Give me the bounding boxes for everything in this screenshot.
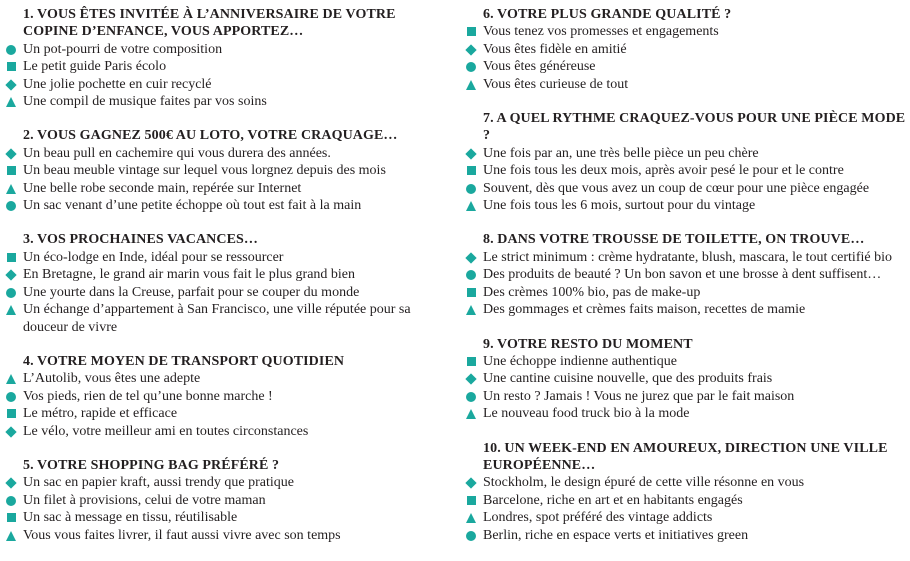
answer-text: Un beau meuble vintage sur lequel vous lorgnez depuis des mois: [23, 163, 386, 179]
question-title: 7. A QUEL RYTHME CRAQUEZ-VOUS POUR UNE PIÈCE MODE ?: [483, 111, 906, 144]
question-title: 8. DANS VOTRE TROUSSE DE TOILETTE, ON TROUVE…: [483, 232, 865, 248]
square-icon: [467, 496, 476, 505]
answer-option: [466, 41, 906, 58]
right-column: [466, 6, 906, 561]
answer-option: [466, 388, 906, 405]
answer-option: [6, 93, 446, 110]
answer-text: En Bretagne, le grand air marin vous fait le plus grand bien: [23, 267, 356, 283]
triangle-icon: [466, 513, 476, 523]
answer-option: [6, 388, 446, 405]
answer-text: Un sac venant d’une petite échoppe où tout est fait à la main: [23, 198, 362, 214]
answer-text: Vous tenez vos promesses et engagements: [483, 24, 719, 40]
question-title: 1. VOUS ÊTES INVITÉE À L’ANNIVERSAIRE DE VOTRE COPINE D’ENFANCE, VOUS APPORTEZ…: [23, 7, 396, 40]
answer-option: [466, 370, 906, 387]
answer-option: [6, 492, 446, 509]
circle-icon: [6, 45, 16, 55]
square-icon: [467, 357, 476, 366]
triangle-icon: [6, 97, 16, 107]
answer-option: [466, 58, 906, 75]
answer-option: [466, 353, 906, 370]
answer-option: [6, 474, 446, 491]
answer-option: [466, 23, 906, 40]
answer-text: Un beau pull en cachemire qui vous durera des années.: [23, 145, 331, 161]
triangle-icon: [6, 184, 16, 194]
answer-option: [6, 58, 446, 75]
answer-text: L’Autolib, vous êtes une adepte: [23, 371, 201, 387]
diamond-icon: [5, 79, 16, 90]
answer-text: Un filet à provisions, celui de votre maman: [23, 492, 266, 508]
answer-text: Un sac à message en tissu, réutilisable: [23, 510, 238, 526]
diamond-icon: [5, 270, 16, 281]
quiz-question-1: [6, 6, 446, 110]
quiz-question-5: [6, 457, 446, 544]
answer-text: Un éco-lodge en Inde, idéal pour se ressourcer: [23, 249, 284, 265]
question-title: 6. VOTRE PLUS GRANDE QUALITÉ ?: [483, 7, 732, 22]
answer-text: Un resto ? Jamais ! Vous ne jurez que par le fait maison: [483, 388, 795, 404]
quiz-question-6: [466, 6, 906, 93]
answer-text: Vous êtes généreuse: [483, 59, 596, 75]
answer-text: Londres, spot préféré des vintage addicts: [483, 510, 713, 526]
answer-text: Berlin, riche en espace verts et initiatives green: [483, 527, 749, 543]
square-icon: [7, 513, 16, 522]
question-title: 9. VOTRE RESTO DU MOMENT: [483, 336, 693, 352]
answer-text: Le métro, rapide et efficace: [23, 406, 178, 422]
answer-text: Le petit guide Paris écolo: [23, 59, 167, 75]
diamond-icon: [465, 478, 476, 489]
answer-text: Un sac en papier kraft, aussi trendy que pratique: [23, 475, 294, 491]
square-icon: [467, 27, 476, 36]
quiz-question-3: [6, 231, 446, 335]
answer-text: Le nouveau food truck bio à la mode: [483, 406, 690, 422]
answer-option: [6, 301, 446, 336]
answer-option: [6, 41, 446, 58]
circle-icon: [466, 531, 476, 541]
answer-option: [466, 509, 906, 526]
answer-text: Vos pieds, rien de tel qu’une bonne marche !: [23, 388, 273, 404]
answer-option: [6, 423, 446, 440]
circle-icon: [466, 392, 476, 402]
answer-text: Une jolie pochette en cuir recyclé: [23, 76, 212, 92]
quiz-question-10: [466, 440, 906, 544]
answer-option: [6, 527, 446, 544]
answer-option: [466, 249, 906, 266]
diamond-icon: [465, 374, 476, 385]
answer-option: [466, 474, 906, 491]
quiz-question-9: [466, 336, 906, 423]
diamond-icon: [465, 148, 476, 159]
answer-text: Une cantine cuisine nouvelle, que des produits frais: [483, 371, 773, 387]
triangle-icon: [6, 374, 16, 384]
answer-option: [466, 405, 906, 422]
answer-text: Vous êtes curieuse de tout: [483, 76, 629, 92]
triangle-icon: [466, 80, 476, 90]
question-title: 5. VOTRE SHOPPING BAG PRÉFÉRÉ ?: [23, 457, 280, 473]
answer-text: Le vélo, votre meilleur ami en toutes circonstances: [23, 423, 309, 439]
question-title: 4. VOTRE MOYEN DE TRANSPORT QUOTIDIEN: [23, 353, 345, 369]
square-icon: [467, 166, 476, 175]
quiz-question-2: [6, 127, 446, 214]
circle-icon: [466, 270, 476, 280]
circle-icon: [6, 201, 16, 211]
answer-option: [466, 527, 906, 544]
answer-option: [6, 405, 446, 422]
answer-option: [466, 266, 906, 283]
triangle-icon: [6, 305, 16, 315]
answer-option: [6, 180, 446, 197]
answer-text: Un pot-pourri de votre composition: [23, 41, 223, 57]
answer-text: Vous êtes fidèle en amitié: [483, 41, 627, 57]
answer-option: [466, 76, 906, 93]
answer-option: [466, 162, 906, 179]
diamond-icon: [465, 252, 476, 263]
diamond-icon: [5, 148, 16, 159]
answer-text: Une fois tous les 6 mois, surtout pour du vintage: [483, 198, 756, 214]
quiz-question-8: [466, 231, 906, 318]
quiz-question-4: [6, 353, 446, 440]
answer-text: Une yourte dans la Creuse, parfait pour se couper du monde: [23, 284, 360, 300]
answer-option: [6, 509, 446, 526]
left-column: [6, 6, 446, 561]
answer-text: Souvent, dès que vous avez un coup de cœur pour une pièce engagée: [483, 180, 870, 196]
triangle-icon: [6, 531, 16, 541]
answer-text: Barcelone, riche en art et en habitants engagés: [483, 492, 743, 508]
answer-option: [6, 249, 446, 266]
square-icon: [467, 288, 476, 297]
square-icon: [7, 62, 16, 71]
answer-text: Une compil de musique faites par vos soins: [23, 94, 267, 110]
circle-icon: [6, 288, 16, 298]
diamond-icon: [5, 426, 16, 437]
answer-text: Une échoppe indienne authentique: [483, 353, 677, 369]
square-icon: [7, 253, 16, 262]
answer-text: Des gommages et crèmes faits maison, recettes de mamie: [483, 302, 806, 318]
answer-text: Vous vous faites livrer, il faut aussi vivre avec son temps: [23, 527, 341, 543]
answer-text: Le strict minimum : crème hydratante, blush, mascara, le tout certifié bio: [483, 249, 892, 265]
answer-option: [466, 284, 906, 301]
question-title: 3. VOS PROCHAINES VACANCES…: [23, 232, 259, 248]
answer-option: [466, 180, 906, 197]
triangle-icon: [466, 409, 476, 419]
diamond-icon: [465, 44, 476, 55]
question-title: 10. UN WEEK-END EN AMOUREUX, DIRECTION UNE VILLE EUROPÉENNE…: [483, 440, 888, 473]
answer-text: Des produits de beauté ? Un bon savon et une brosse à dent suffisent…: [483, 267, 882, 283]
answer-text: Stockholm, le design épuré de cette ville résonne en vous: [483, 475, 805, 491]
circle-icon: [466, 184, 476, 194]
circle-icon: [6, 496, 16, 506]
answer-option: [466, 492, 906, 509]
answer-option: [6, 197, 446, 214]
answer-option: [6, 266, 446, 283]
answer-text: Une fois tous les deux mois, après avoir pesé le pour et le contre: [483, 163, 844, 179]
triangle-icon: [466, 305, 476, 315]
answer-option: [6, 370, 446, 387]
square-icon: [7, 166, 16, 175]
answer-text: Des crèmes 100% bio, pas de make-up: [483, 284, 701, 300]
answer-option: [6, 284, 446, 301]
answer-option: [6, 76, 446, 93]
triangle-icon: [466, 201, 476, 211]
answer-text: Une fois par an, une très belle pièce un peu chère: [483, 145, 759, 161]
answer-option: [466, 145, 906, 162]
answer-option: [6, 162, 446, 179]
answer-text: Une belle robe seconde main, repérée sur Internet: [23, 180, 302, 196]
quiz-question-7: [466, 110, 906, 214]
answer-option: [466, 301, 906, 318]
circle-icon: [466, 62, 476, 72]
answer-option: [6, 145, 446, 162]
question-title: 2. VOUS GAGNEZ 500€ AU LOTO, VOTRE CRAQUAGE…: [23, 128, 398, 144]
square-icon: [7, 409, 16, 418]
diamond-icon: [5, 478, 16, 489]
answer-option: [466, 197, 906, 214]
circle-icon: [6, 392, 16, 402]
answer-text: Un échange d’appartement à San Francisco, une ville réputée pour sa douceur de vivre: [23, 302, 411, 335]
